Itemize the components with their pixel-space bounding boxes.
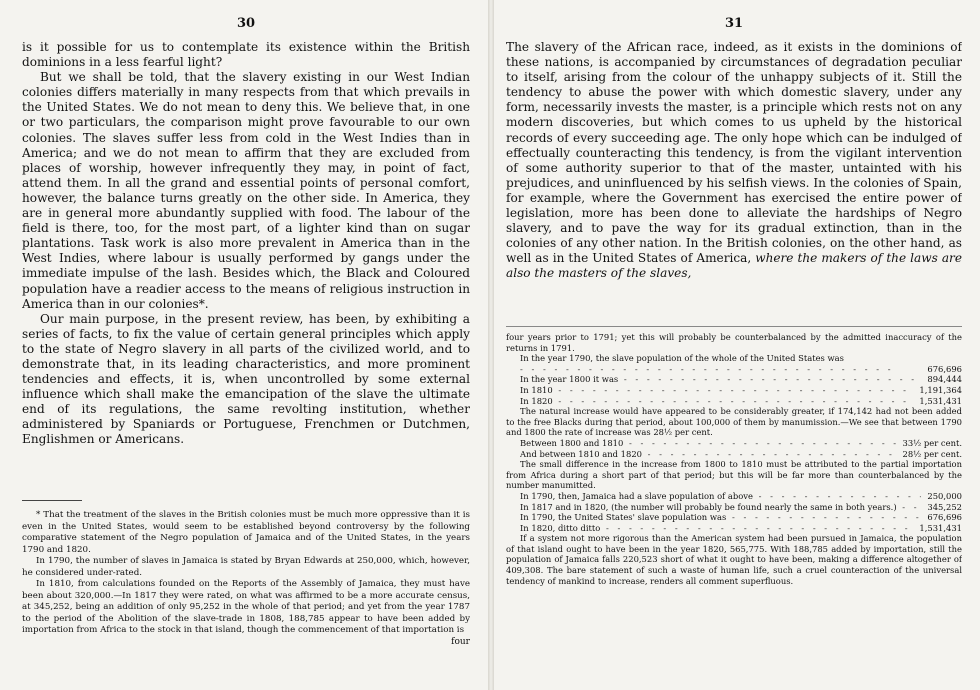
left-page: [22, 0, 470, 690]
right-footnote-final: If a system not more rigorous than the American system had been pursued in Jamaica, the population of that island ought to have been in the year 1820, 565,775. With 188,785 added by importation, still the population of Jamaica falls 220,523 short of what it ought to have been, making a difference altogether of 409,308. The bare statement of such a waste of human life, such a cruel counteraction of the universal tendency of mankind to increase, renders all comment superfluous.: [506, 533, 962, 586]
right-footnote-intro: four years prior to 1791; yet this will probably be counterbalanced by the admitted inaccuracy of the returns in 1791.: [506, 332, 962, 353]
table-row: In 1810 - - - 1,191,364: [506, 385, 962, 396]
book-gutter: [488, 0, 494, 690]
left-footnote-3: In 1810, from calculations founded on the Reports of the Assembly of Jamaica, they must have been about 320,000.—In 1817 they were rated, on what was affirmed to be a more accurate census, at 345,252, being an addition of only 95,252 in the whole of that period; and yet from the year 1787 to the period of the Abolition of the slave-trade in 1808, 188,785 appear to have been added by importation from Africa to the stock in that island, though the commencement of that importation is: [22, 579, 470, 635]
right-paragraph-italic: where the makers of the laws are also the masters of the slaves,: [506, 251, 962, 281]
table-row: In the year 1800 it was - - - 894,444: [506, 374, 962, 385]
table-row: In 1820 - - - 1,531,431: [506, 396, 962, 407]
left-footnotes: [22, 510, 470, 648]
table-row: In 1817 and in 1820, (the number will probably be found nearly the same in both years.) - - - 345,252: [506, 502, 962, 513]
left-paragraph-2: But we shall be told, that the slavery existing in our West Indian colonies differs materially in many respects from that which prevails in the United States. We do not mean to deny this. We believe that, in one or two particulars, the comparison might prove favourable to our own colonies. The slaves suffer less from cold in the West Indies than in America; and we do not mean to affirm that they are excluded from places of worship, however infrequently they may, in point of fact, attend them. In all the grand and essential points of personal comfort, however, the balance turns greatly on the other side. In America, they are in general more abundantly supplied with food. The labour of the field is there, too, for the most part, of a lighter kind than on sugar plantations. Task work is also more prevalent in America than in the West Indies, where labour is usually performed by gangs under the immediate impulse of the lash. Besides which, the Black and Coloured population have a readier access to the means of religious instruction in America than in our colonies*.: [22, 70, 470, 311]
right-paragraph-lead: The slavery of the African race, indeed, as it exists in the dominions of these nations, is accompanied by circumstances of degradation peculiar to itself, arising from the colour of the unhappy subjects of it. Still the tendency to abuse the power with which domestic slavery, under any form, necessarily invests the master, is a principle which rests not on any modern discoveries, but which comes to us upheld by the historical records of every succeeding age. The only hope which can be indulged of effectually counteracting this tendency, is from the vigilant intervention of some authority superior to that of the master, untainted with his prejudices, and uninfluenced by his selfish views. In the colonies of Spain, for example, where the Government has exercised the entire power of legislation, more has been done to alleviate the hardships of Negro slavery, and to pave the way for its gradual extinction, than in the colonies of any other nation. In the British colonies, on the other hand, as well as in the United States of America,: [506, 40, 962, 266]
table-row: - - - 676,696: [506, 364, 962, 375]
table-row: In 1790, the United States' slave population was - - - 676,696: [506, 512, 962, 523]
right-paragraph: [506, 40, 962, 282]
table-row: In 1820, ditto ditto - - - 1,531,431: [506, 523, 962, 534]
left-body: [22, 40, 470, 448]
right-footnote-us-intro: In the year 1790, the slave population of the whole of the United States was: [520, 353, 844, 364]
right-body: [506, 40, 962, 282]
left-footnote-1: * That the treatment of the slaves in the British colonies must be much more oppressive than it is even in the United States, would seem to be established beyond controversy by the following comparative statement of the Negro population of Jamaica and of the United States, in the years 1790 and 1820.: [22, 510, 470, 555]
page-number-right: 31: [724, 16, 744, 31]
table-row: And between 1810 and 1820 - - - 28½ per cent.: [506, 449, 962, 460]
table-row: Between 1800 and 1810 - - - 33½ per cent.: [506, 438, 962, 449]
right-footnote-small: The small difference in the increase from 1800 to 1810 must be attributed to the partial importation from Africa during a short part of that period; but this will be far more than counterbalanced by the number manumitted.: [506, 459, 962, 491]
table-row: In 1790, then, Jamaica had a slave population of above - - - 250,000: [506, 491, 962, 502]
left-footnote-2: In 1790, the number of slaves in Jamaica is stated by Bryan Edwards at 250,000, which, however, he considered under-rated.: [22, 556, 470, 578]
right-footnote-natural: The natural increase would have appeared to be considerably greater, if 174,142 had not been added to the free Blacks during that period, about 100,000 of them by manumission.—We see that between 1790 and 1800 the rate of increase was 28½ per cent.: [506, 406, 962, 438]
footnote-rule-left: [22, 500, 82, 501]
left-paragraph-1: is it possible for us to contemplate its existence within the British dominions in a less fearful light?: [22, 40, 470, 70]
left-paragraph-3: Our main purpose, in the present review, has been, by exhibiting a series of facts, to fix the value of certain general principles which apply to the state of Negro slavery in all parts of the civilized world, and to demonstrate that, in its leading characteristics, and more prominent tendencies and effects, it is, when uncontrolled by some external influence which shall make the emancipation of the slave the ultimate end of its regulations, the same revolting institution, whether administered by Spaniards or Portuguese, Frenchmen or Dutchmen, Englishmen or Americans.: [22, 311, 470, 447]
rate-value: 28½ per cent.: [653, 427, 713, 438]
right-page: [506, 0, 962, 690]
footnote-rule-right: [506, 326, 962, 327]
page-number-left: 30: [236, 16, 256, 31]
right-footnotes: [506, 332, 962, 586]
catchword: four: [451, 636, 470, 647]
